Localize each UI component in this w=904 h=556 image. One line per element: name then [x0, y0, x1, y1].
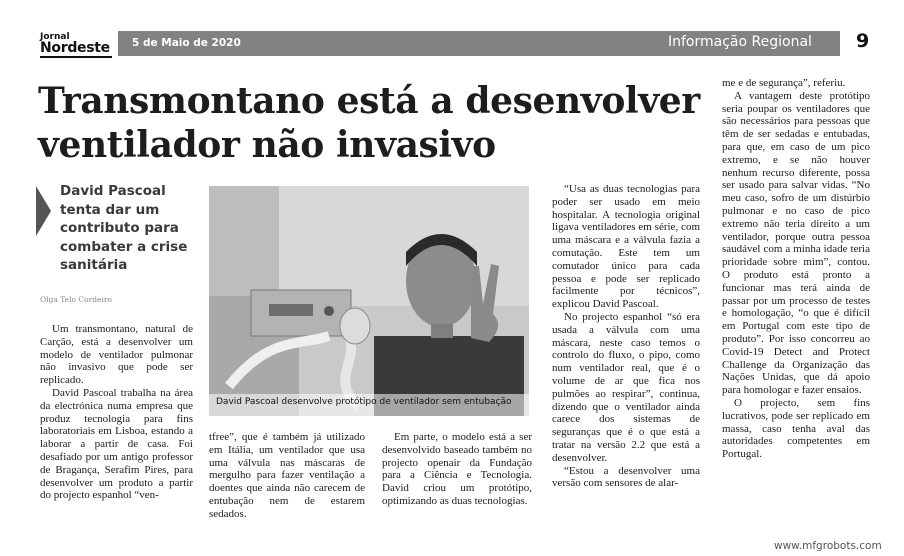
- paragraph: “Estou a desenvolver uma versão com sensores de alar-: [552, 464, 700, 490]
- paragraph: me e de segurança”, referiu.: [722, 77, 846, 89]
- watermark: www.mfgrobots.com: [774, 540, 882, 552]
- article-column-4: [552, 183, 700, 490]
- article-column-2: [209, 431, 365, 521]
- logo-underline: [40, 56, 112, 58]
- subhead-arrow-icon: [36, 186, 51, 236]
- issue-date: 5 de Maio de 2020: [132, 37, 241, 49]
- byline: Olga Telo Cordeiro: [40, 295, 112, 304]
- paragraph: tfree”, que é também já utilizado em Itália, um ventilador que usa uma válvula nas máscaras de mergulho para fazer ventilação a doentes que ainda não carecem de entubação nem de estarem sedados.: [209, 431, 365, 520]
- article-headline: [38, 79, 728, 167]
- page-number: 9: [856, 30, 870, 52]
- article-column-3: [382, 431, 532, 508]
- paragraph: O projecto, sem fins lucrativos, pode ser replicado em massa, caso tenha aval das autoridades competentes em Portugal.: [722, 396, 870, 461]
- headline-line-1: Transmontano está a desenvolver: [38, 80, 700, 122]
- paragraph: “Usa as duas tecnologias para poder ser usado em meio hospitalar. A tecnologia original ligava ventiladores em série, com uma máscara e a válvula fazia a comutação. Este tem um comutador único para cada pessoa e pode ser replicado facilmente por técnicos”, explicou David Pascoal.: [552, 183, 700, 311]
- masthead-logo-small: Jornal: [40, 32, 70, 42]
- paragraph: No projecto espanhol “só era usada a válvula com uma máscara, neste caso temos o controlo do fluxo, o pipo, como num ventilador real, que é o volume de ar que fica nos pulmões ao respirar”, continua, dizendo que o ventilador ainda carece dos sistemas de seguranças que é o que está a tratar na versão 2.2 que está a desenvolver.: [552, 310, 700, 464]
- paragraph: David Pascoal trabalha na área da electrónica numa empresa que produz tecnologia para fins laboratoriais em Lisboa, estando a laborar a partir de casa. Foi desafiado por um antigo professor de Bragança, Serafim Pires, para desenvolver um produto a partir do projecto espanhol “ven-: [40, 386, 193, 502]
- paragraph: Um transmontano, natural de Carção, está a desenvolver um modelo de ventilador pulmonar não invasivo que pode ser replicado.: [40, 323, 193, 387]
- paragraph: A vantagem deste protótipo seria poupar os ventiladores que são necessários para pessoas que têm de ser sedadas e entubadas, para que, em caso de um pico extremo, e se não houver nenhum recurso diferente, possa ser usado para salvar vidas. “No meu caso, sofro de um distúrbio pulmonar e no caso de pico extremo não teria direito a um ventilador, porque outra pessoa saudável com a minha idade teria prioridade sobre mim”, contou. O produto está pronto a funcionar mas terá ainda de passar por um processo de testes e homologação, “o que é difícil em Portugal com este tipo de produto”. Por isso concorreu ao Covid-19 Detect and Protect Challenge da Organização das Nações Unidas, que dá apoio para homologar e fazer ensaios.: [722, 89, 870, 397]
- article-photo: [209, 186, 529, 416]
- photo-caption: David Pascoal desenvolve protótipo de ventilador sem entubação: [216, 397, 512, 407]
- section-title: Informação Regional: [668, 34, 812, 50]
- masthead-logo: Nordeste: [40, 40, 110, 56]
- photo-illustration: [209, 186, 529, 416]
- headline-line-2: ventilador não invasivo: [38, 124, 496, 166]
- article-column-5: [722, 77, 870, 461]
- article-column-1: [40, 323, 193, 502]
- article-subhead: David Pascoal tenta dar um contributo para combater a crise sanitária: [60, 183, 188, 273]
- paragraph: Em parte, o modelo está a ser desenvolvido baseado também no projecto openair da Fundação para a Ciência e Tecnologia. David criou um protótipo, optimizando as duas tecnologias.: [382, 431, 532, 507]
